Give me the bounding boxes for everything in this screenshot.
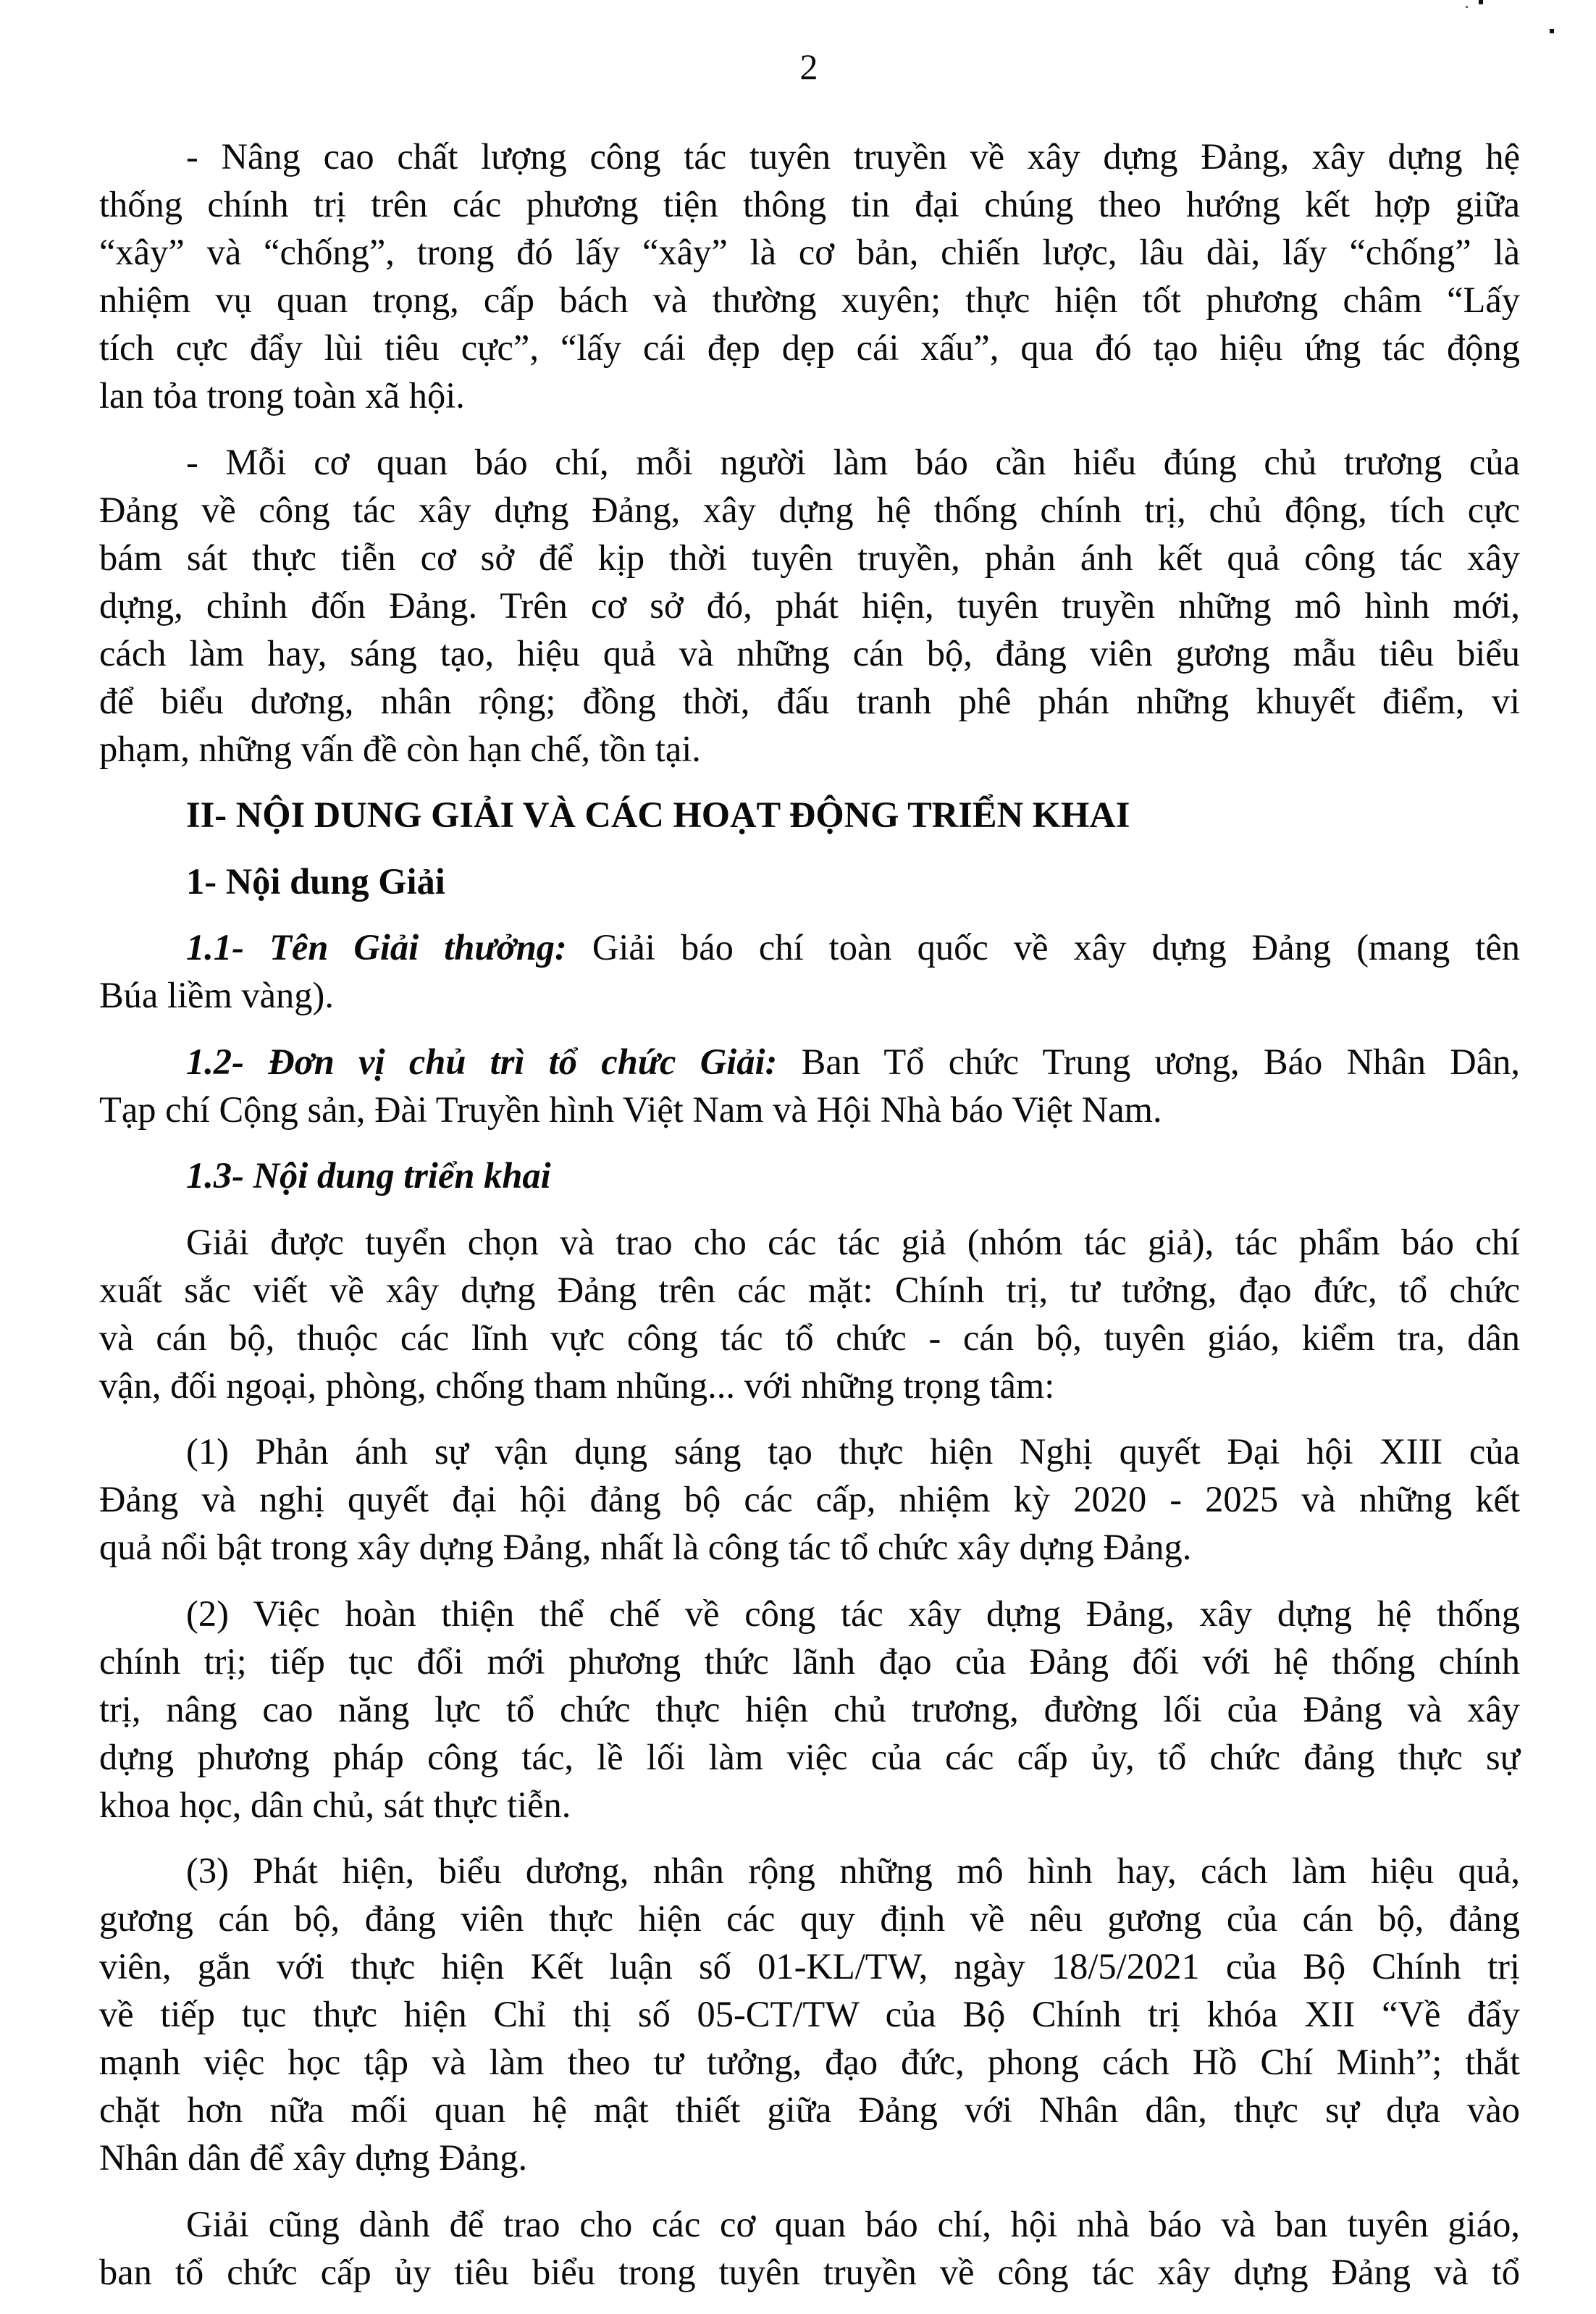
scan-artifact — [1466, 6, 1468, 8]
text-line: chính trị; tiếp tục đổi mới phương thức lãnh đạo của Đảng đối với hệ thống chính — [99, 1640, 1520, 1682]
text-line: và cán bộ, thuộc các lĩnh vực công tác tổ chức - cán bộ, tuyên giáo, kiểm tra, dân — [99, 1317, 1520, 1358]
text-line: Giải được tuyển chọn và trao cho các tác giả (nhóm tác giả), tác phẩm báo chí — [186, 1221, 1520, 1262]
text-line: nhiệm vụ quan trọng, cấp bách và thường xuyên; thực hiện tốt phương châm “Lấy — [99, 280, 1520, 320]
text-line: Nhân dân để xây dựng Đảng. — [99, 2137, 528, 2178]
text-line — [99, 1038, 1520, 1086]
text-line: cách làm hay, sáng tạo, hiệu quả và những cán bộ, đảng viên gương mẫu tiêu biểu — [99, 632, 1520, 674]
text-line: - Mỗi cơ quan báo chí, mỗi người làm báo cần hiểu đúng chủ trương của — [186, 441, 1520, 482]
body-paragraph — [99, 1218, 1520, 1409]
text-line — [99, 923, 1520, 971]
text-line: lan tỏa trong toàn xã hội. — [99, 375, 465, 416]
text-line: mạnh việc học tập và làm theo tư tưởng, đạo đức, phong cách Hồ Chí Minh”; thắt — [99, 2042, 1520, 2082]
text-line: Tạp chí Cộng sản, Đài Truyền hình Việt Nam và Hội Nhà báo Việt Nam. — [99, 1089, 1162, 1130]
labeled-paragraph — [99, 1038, 1520, 1133]
text-line: khoa học, dân chủ, sát thực tiễn. — [99, 1784, 571, 1825]
text-line: II- NỘI DUNG GIẢI VÀ CÁC HOẠT ĐỘNG TRIỂN KHAI — [186, 795, 1130, 835]
text-line: 1- Nội dung Giải — [186, 860, 445, 902]
subsection-italic-heading — [99, 1152, 1520, 1199]
text-line: xuất sắc viết về xây dựng Đảng trên các mặt: Chính trị, tư tưởng, đạo đức, tổ chức — [99, 1269, 1520, 1310]
text-line: Giải cũng dành để trao cho các cơ quan báo chí, hội nhà báo và ban tuyên giáo, — [186, 2203, 1520, 2244]
paragraph-text: Ban Tổ chức Trung ương, Báo Nhân Dân, — [777, 1041, 1520, 1082]
body-paragraph — [99, 1428, 1520, 1571]
text-line: (2) Việc hoàn thiện thể chế về công tác xây dựng Đảng, xây dựng hệ thống — [186, 1593, 1520, 1634]
text-line: tích cực đẩy lùi tiêu cực”, “lấy cái đẹp dẹp cái xấu”, qua đó tạo hiệu ứng tác động — [99, 327, 1520, 368]
paragraph-label: 1.2- Đơn vị chủ trì tổ chức Giải: — [186, 1041, 778, 1082]
scan-artifact — [1479, 0, 1483, 4]
text-line: ban tổ chức cấp ủy tiêu biểu trong tuyên truyền về công tác xây dựng Đảng và tổ — [99, 2251, 1520, 2292]
subsection-heading — [99, 858, 1520, 905]
section-heading — [99, 791, 1520, 839]
body-paragraph — [99, 1590, 1520, 1829]
text-line: phạm, những vấn đề còn hạn chế, tồn tại. — [99, 728, 701, 769]
text-line: chặt hơn nữa mối quan hệ mật thiết giữa Đảng với Nhân dân, thực sự dựa vào — [99, 2089, 1520, 2130]
body-paragraph — [99, 438, 1520, 773]
text-line: Đảng và nghị quyết đại hội đảng bộ các cấp, nhiệm kỳ 2020 - 2025 và những kết — [99, 1479, 1520, 1519]
text-line: thống chính trị trên các phương tiện thông tin đại chúng theo hướng kết hợp giữa — [99, 184, 1520, 225]
text-line: viên, gắn với thực hiện Kết luận số 01-KL/TW, ngày 18/5/2021 của Bộ Chính trị — [99, 1946, 1520, 1987]
text-line: Đảng về công tác xây dựng Đảng, xây dựng hệ thống chính trị, chủ động, tích cực — [99, 489, 1520, 530]
text-line: - Nâng cao chất lượng công tác tuyên truyền về xây dựng Đảng, xây dựng hệ — [186, 136, 1520, 177]
paragraph-text: Giải báo chí toàn quốc về xây dựng Đảng (mang tên — [566, 927, 1520, 968]
text-line: bám sát thực tiễn cơ sở để kịp thời tuyên truyền, phản ánh kết quả công tác xây — [99, 537, 1520, 578]
body-paragraph — [99, 2200, 1520, 2296]
paragraph-label: 1.1- Tên Giải thưởng: — [186, 927, 567, 968]
text-line: Búa liềm vàng). — [99, 975, 334, 1015]
text-line: quả nổi bật trong xây dựng Đảng, nhất là công tác tổ chức xây dựng Đảng. — [99, 1527, 1192, 1567]
text-line: dựng, chỉnh đốn Đảng. Trên cơ sở đó, phát hiện, tuyên truyền những mô hình mới, — [99, 584, 1520, 626]
text-line: về tiếp tục thực hiện Chỉ thị số 05-CT/TW của Bộ Chính trị khóa XII “Về đẩy — [99, 1994, 1520, 2034]
text-line: 1.3- Nội dung triển khai — [186, 1155, 551, 1196]
text-line: để biểu dương, nhân rộng; đồng thời, đấu tranh phê phán những khuyết điểm, vi — [99, 680, 1520, 721]
text-line: trị, nâng cao năng lực tổ chức thực hiện chủ trương, đường lối của Đảng và xây — [99, 1688, 1520, 1730]
text-line: gương cán bộ, đảng viên thực hiện các quy định về nêu gương của cán bộ, đảng — [99, 1898, 1520, 1939]
text-line: dựng phương pháp công tác, lề lối làm việc của các cấp ủy, tổ chức đảng thực sự — [99, 1736, 1520, 1777]
labeled-paragraph — [99, 923, 1520, 1019]
body-paragraph — [99, 1847, 1520, 2181]
text-line: (3) Phát hiện, biểu dương, nhân rộng những mô hình hay, cách làm hiệu quả, — [186, 1850, 1520, 1891]
text-line: vận, đối ngoại, phòng, chống tham nhũng... với những trọng tâm: — [99, 1364, 1055, 1406]
page-number: 2 — [799, 46, 818, 87]
scan-artifact — [1550, 29, 1554, 33]
body-paragraph — [99, 133, 1520, 419]
text-line: “xây” và “chống”, trong đó lấy “xây” là cơ bản, chiến lược, lâu dài, lấy “chống” là — [99, 232, 1520, 272]
text-line: (1) Phản ánh sự vận dụng sáng tạo thực hiện Nghị quyết Đại hội XIII của — [186, 1431, 1520, 1472]
document-body — [99, 133, 1520, 2314]
